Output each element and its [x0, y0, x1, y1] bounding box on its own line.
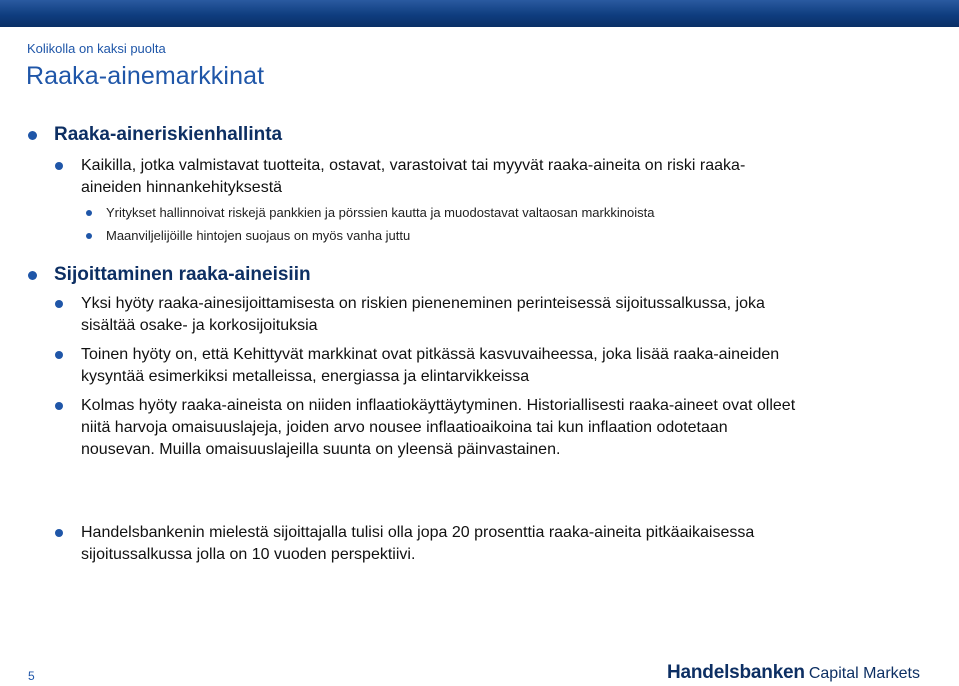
section-heading: Raaka-aineriskienhallinta [54, 124, 283, 145]
slide-title: Raaka-ainemarkkinat [26, 62, 265, 90]
bullet-recommendation [81, 522, 941, 566]
section-heading: Sijoittaminen raaka-aineisiin [54, 264, 311, 285]
top-banner [0, 0, 959, 27]
logo-brand: Handelsbanken [667, 662, 805, 683]
bullet-text-line: Yksi hyöty raaka-ainesijoittamisesta on riskien pieneneminen perinteisessä sijoitussalkussa, joka [81, 295, 765, 312]
bullet-text-line: Handelsbankenin mielestä sijoittajalla tulisi olla jopa 20 prosenttia raaka-aineita pitkäaikaisessa [81, 524, 755, 541]
bullet-section-risk-management [54, 124, 282, 146]
bullet-benefit-2 [81, 344, 941, 388]
bullet-benefit-1 [81, 293, 941, 337]
bullet-dot [55, 402, 63, 410]
bullet-dot [55, 162, 63, 170]
bullet-dot [55, 300, 63, 308]
bullet-text-line: Toinen hyöty on, että Kehittyvät markkinat ovat pitkässä kasvuvaiheessa, joka lisää raaka-aineiden [81, 346, 780, 363]
bullet-dot [55, 529, 63, 537]
bullet-text-line: sijoitussalkussa jolla on 10 vuoden perspektiivi. [81, 546, 416, 563]
bullet-dot [86, 210, 92, 216]
bullet-text-line: aineiden hinnankehityksestä [81, 179, 283, 196]
bullet-benefit-3 [81, 395, 941, 461]
bullet-dot [28, 131, 37, 140]
bullet-section-investing [54, 264, 311, 286]
bullet-text-line: Kolmas hyöty raaka-aineista on niiden inflaatiokäyttäytyminen. Historiallisesti raaka-aineet ovat olleet [81, 397, 796, 414]
bullet-dot [28, 271, 37, 280]
handelsbanken-logo [667, 662, 920, 684]
sub-bullet-text: Yritykset hallinnoivat riskejä pankkien ja pörssien kautta ja muodostavat valtaosan markkinoista [106, 205, 655, 220]
bullet-text-line: sisältää osake- ja korkosijoituksia [81, 317, 318, 334]
bullet-dot [55, 351, 63, 359]
bullet-text-line: kysyntää esimerkiksi metalleissa, energiassa ja elintarvikkeissa [81, 368, 530, 385]
sub-bullet-text: Maanviljelijöille hintojen suojaus on myös vanha juttu [106, 228, 411, 243]
bullet-text-line: niitä harvoja omaisuuslajeja, joiden arvo nousee inflaatioaikoina tai kun inflaation odotetaan [81, 419, 728, 436]
logo-subtitle: Capital Markets [808, 665, 920, 682]
sub-bullet-farmers [106, 228, 410, 243]
bullet-text-line: Kaikilla, jotka valmistavat tuotteita, ostavat, varastoivat tai myyvät raaka-aineita on riski raaka- [81, 157, 746, 174]
slide-subtitle: Kolikolla on kaksi puolta [27, 41, 166, 56]
bullet-text-line: nousevan. Muilla omaisuuslajeilla suunta on yleensä päinvastainen. [81, 441, 561, 458]
page-number: 5 [28, 669, 35, 683]
bullet-dot [86, 233, 92, 239]
bullet-risk-item [81, 155, 881, 199]
sub-bullet-companies [106, 205, 654, 220]
